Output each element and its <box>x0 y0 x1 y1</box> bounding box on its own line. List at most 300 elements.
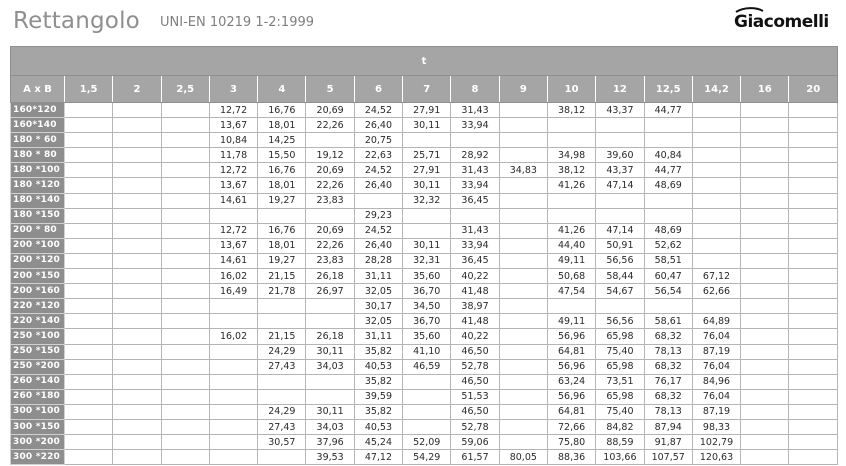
weight-cell: 31,43 <box>451 223 499 238</box>
weight-cell: 56,54 <box>644 284 692 299</box>
weight-cell: 43,37 <box>596 163 644 178</box>
weight-cell: 12,72 <box>209 223 257 238</box>
weight-cell <box>113 269 161 284</box>
weight-cell <box>161 208 209 223</box>
weight-cell: 87,94 <box>644 419 692 434</box>
weight-cell <box>113 450 161 465</box>
weight-cell: 34,50 <box>403 299 451 314</box>
weight-cell: 35,82 <box>354 404 402 419</box>
weight-cell <box>741 344 789 359</box>
row-size-label: 180 * 60 <box>11 133 65 148</box>
weight-cell: 39,59 <box>354 389 402 404</box>
weight-cell <box>161 178 209 193</box>
weight-cell: 56,96 <box>547 389 595 404</box>
weight-cell: 102,79 <box>692 435 740 450</box>
weight-cell <box>789 178 838 193</box>
row-size-label: 300 *220 <box>11 450 65 465</box>
thickness-column-header: 1,5 <box>65 76 113 103</box>
weight-cell <box>65 450 113 465</box>
weight-cell <box>65 389 113 404</box>
weight-cell <box>692 299 740 314</box>
weight-cell: 120,63 <box>692 450 740 465</box>
weight-cell: 46,50 <box>451 344 499 359</box>
weight-cell <box>789 118 838 133</box>
weight-cell <box>789 103 838 118</box>
weight-cell: 23,83 <box>306 193 354 208</box>
weight-cell: 21,15 <box>258 329 306 344</box>
weight-cell: 12,72 <box>209 163 257 178</box>
weight-cell: 35,82 <box>354 374 402 389</box>
weight-cell <box>741 389 789 404</box>
weight-cell <box>113 118 161 133</box>
weight-cell: 68,32 <box>644 389 692 404</box>
weight-cell: 54,67 <box>596 284 644 299</box>
weight-cell <box>741 253 789 268</box>
weight-cell: 47,14 <box>596 223 644 238</box>
weight-cell <box>65 193 113 208</box>
weight-cell <box>741 374 789 389</box>
standard-reference: UNI-EN 10219 1-2:1999 <box>160 15 315 30</box>
thickness-column-header: 2,5 <box>161 76 209 103</box>
row-size-label: 200 *160 <box>11 284 65 299</box>
weight-cell <box>789 404 838 419</box>
table-row <box>11 223 838 238</box>
weight-cell <box>789 163 838 178</box>
weight-cell: 91,87 <box>644 435 692 450</box>
weight-cell <box>741 359 789 374</box>
weight-cell <box>499 329 547 344</box>
weight-cell: 38,97 <box>451 299 499 314</box>
thickness-column-header: 5 <box>306 76 354 103</box>
weight-cell <box>741 238 789 253</box>
weight-cell <box>741 450 789 465</box>
weight-cell <box>644 118 692 133</box>
table-row <box>11 103 838 118</box>
weight-cell <box>499 419 547 434</box>
weight-cell <box>596 193 644 208</box>
weight-cell <box>789 299 838 314</box>
thickness-column-header: 20 <box>789 76 838 103</box>
row-size-label: 160*140 <box>11 118 65 133</box>
weight-cell: 46,50 <box>451 404 499 419</box>
weight-cell: 51,53 <box>451 389 499 404</box>
weight-cell: 30,11 <box>403 118 451 133</box>
giacomelli-logo <box>730 6 840 36</box>
weight-cell: 73,51 <box>596 374 644 389</box>
weight-cell <box>65 253 113 268</box>
weight-cell: 88,59 <box>596 435 644 450</box>
weight-cell <box>113 404 161 419</box>
weight-cell <box>161 344 209 359</box>
table-row <box>11 299 838 314</box>
weight-cell <box>741 284 789 299</box>
weight-cell: 76,04 <box>692 359 740 374</box>
weight-cell: 50,68 <box>547 269 595 284</box>
weight-cell <box>161 253 209 268</box>
weight-cell <box>596 299 644 314</box>
weight-cell <box>65 103 113 118</box>
weight-cell <box>789 193 838 208</box>
weight-cell: 78,13 <box>644 404 692 419</box>
weight-cell <box>258 299 306 314</box>
weight-cell <box>306 314 354 329</box>
weight-cell <box>65 284 113 299</box>
weight-cell <box>113 223 161 238</box>
weight-cell <box>65 238 113 253</box>
weight-cell: 26,40 <box>354 118 402 133</box>
weight-cell: 20,69 <box>306 163 354 178</box>
weight-cell: 34,83 <box>499 163 547 178</box>
weight-cell <box>306 299 354 314</box>
weight-cell <box>65 404 113 419</box>
weight-cell <box>741 148 789 163</box>
weight-cell: 50,91 <box>596 238 644 253</box>
weight-cell <box>789 238 838 253</box>
weight-cell: 56,96 <box>547 359 595 374</box>
weight-cell <box>113 193 161 208</box>
row-size-label: 250 *150 <box>11 344 65 359</box>
weight-cell: 22,63 <box>354 148 402 163</box>
weight-cell: 24,52 <box>354 103 402 118</box>
weight-cell: 48,69 <box>644 178 692 193</box>
weight-cell: 24,29 <box>258 404 306 419</box>
weight-cell <box>113 389 161 404</box>
weight-cell: 64,89 <box>692 314 740 329</box>
weight-cell <box>499 133 547 148</box>
table-body <box>11 103 838 465</box>
weight-cell <box>209 359 257 374</box>
row-size-label: 300 *200 <box>11 435 65 450</box>
weight-cell <box>65 269 113 284</box>
weight-cell <box>692 163 740 178</box>
weight-cell <box>499 208 547 223</box>
row-size-label: 300 *100 <box>11 404 65 419</box>
weight-cell <box>161 389 209 404</box>
thickness-column-header: 14,2 <box>692 76 740 103</box>
weight-cell <box>65 359 113 374</box>
weight-cell: 39,60 <box>596 148 644 163</box>
table-row <box>11 419 838 434</box>
weight-cell: 84,82 <box>596 419 644 434</box>
weight-cell: 16,49 <box>209 284 257 299</box>
weight-cell: 56,56 <box>596 314 644 329</box>
weight-cell: 32,05 <box>354 314 402 329</box>
weight-cell: 64,81 <box>547 404 595 419</box>
table-row <box>11 238 838 253</box>
weight-cell <box>789 223 838 238</box>
weight-cell: 28,28 <box>354 253 402 268</box>
weight-cell <box>499 118 547 133</box>
weight-cell <box>789 148 838 163</box>
weight-cell <box>741 208 789 223</box>
thickness-column-header: 4 <box>258 76 306 103</box>
weight-cell <box>403 223 451 238</box>
row-size-label: 180 *100 <box>11 163 65 178</box>
weight-cell: 27,91 <box>403 163 451 178</box>
table-row <box>11 133 838 148</box>
row-size-label: 260 *140 <box>11 374 65 389</box>
weight-cell <box>65 374 113 389</box>
weight-cell <box>499 253 547 268</box>
table-row <box>11 269 838 284</box>
weight-cell <box>65 419 113 434</box>
weight-cell <box>209 314 257 329</box>
weight-cell <box>113 314 161 329</box>
weight-cell: 87,19 <box>692 344 740 359</box>
table-row <box>11 118 838 133</box>
weight-cell: 52,62 <box>644 238 692 253</box>
weight-cell: 22,26 <box>306 118 354 133</box>
weight-cell: 58,44 <box>596 269 644 284</box>
weight-cell <box>692 118 740 133</box>
weight-cell <box>161 118 209 133</box>
weight-cell: 22,26 <box>306 238 354 253</box>
weight-cell <box>209 344 257 359</box>
weight-cell: 65,98 <box>596 329 644 344</box>
weight-cell: 38,12 <box>547 163 595 178</box>
weight-cell: 98,33 <box>692 419 740 434</box>
weight-cell: 40,84 <box>644 148 692 163</box>
weight-cell <box>161 404 209 419</box>
table-row <box>11 163 838 178</box>
row-size-label: 180 *120 <box>11 178 65 193</box>
weight-cell: 40,22 <box>451 329 499 344</box>
weight-cell <box>113 344 161 359</box>
weight-cell <box>161 450 209 465</box>
table-row <box>11 284 838 299</box>
weight-cell <box>789 208 838 223</box>
weight-cell: 33,94 <box>451 178 499 193</box>
weight-cell <box>113 133 161 148</box>
weight-cell <box>547 133 595 148</box>
thickness-column-header: 16 <box>741 76 789 103</box>
thickness-column-header: 3 <box>209 76 257 103</box>
weight-cell: 10,84 <box>209 133 257 148</box>
weight-cell <box>161 284 209 299</box>
weight-cell: 46,59 <box>403 359 451 374</box>
weight-cell <box>113 163 161 178</box>
svg-text:Giacomelli: Giacomelli <box>734 12 829 32</box>
weight-cell <box>306 389 354 404</box>
weight-cell: 29,23 <box>354 208 402 223</box>
weight-cell: 36,70 <box>403 284 451 299</box>
weight-cell <box>113 359 161 374</box>
weight-cell: 76,17 <box>644 374 692 389</box>
weight-cell: 13,67 <box>209 238 257 253</box>
weight-cell: 16,76 <box>258 103 306 118</box>
row-size-label: 200 *100 <box>11 238 65 253</box>
weight-cell: 31,11 <box>354 329 402 344</box>
thickness-column-header: 6 <box>354 76 402 103</box>
weight-cell <box>789 435 838 450</box>
weight-cell <box>209 404 257 419</box>
weight-cell <box>741 269 789 284</box>
weight-cell <box>209 374 257 389</box>
row-size-label: 220 *140 <box>11 314 65 329</box>
weight-cell <box>258 450 306 465</box>
weight-cell: 18,01 <box>258 238 306 253</box>
weight-cell: 14,61 <box>209 253 257 268</box>
weight-cell <box>451 133 499 148</box>
weight-cell <box>692 133 740 148</box>
weight-cell <box>499 103 547 118</box>
weight-cell: 58,51 <box>644 253 692 268</box>
weight-cell <box>547 208 595 223</box>
weight-cell <box>258 374 306 389</box>
weight-cell <box>403 389 451 404</box>
weight-cell <box>789 269 838 284</box>
weight-cell <box>209 435 257 450</box>
weight-cell: 39,53 <box>306 450 354 465</box>
weight-cell: 23,83 <box>306 253 354 268</box>
weight-cell <box>209 299 257 314</box>
weight-cell: 75,80 <box>547 435 595 450</box>
weight-cell <box>741 118 789 133</box>
thickness-column-header: 2 <box>113 76 161 103</box>
thickness-column-header: 10 <box>547 76 595 103</box>
weight-cell <box>161 133 209 148</box>
weight-cell <box>65 208 113 223</box>
weight-cell <box>547 299 595 314</box>
weight-cell <box>161 148 209 163</box>
weight-cell <box>692 238 740 253</box>
weight-cell <box>692 178 740 193</box>
weight-cell: 41,26 <box>547 178 595 193</box>
weight-cell <box>65 133 113 148</box>
weight-cell: 34,03 <box>306 419 354 434</box>
weight-cell <box>65 148 113 163</box>
row-size-label: 200 *150 <box>11 269 65 284</box>
thickness-header: t <box>11 47 838 76</box>
weight-cell: 34,03 <box>306 359 354 374</box>
weight-cell: 103,66 <box>596 450 644 465</box>
weight-cell <box>113 299 161 314</box>
row-size-label: 250 *200 <box>11 359 65 374</box>
weight-cell <box>161 103 209 118</box>
weight-cell <box>113 208 161 223</box>
table-row <box>11 178 838 193</box>
weight-cell <box>741 178 789 193</box>
weight-cell <box>65 329 113 344</box>
row-size-label: 200 *120 <box>11 253 65 268</box>
weight-cell <box>789 133 838 148</box>
table-row <box>11 435 838 450</box>
weight-cell: 32,32 <box>403 193 451 208</box>
weight-cell: 44,77 <box>644 103 692 118</box>
weight-cell <box>644 208 692 223</box>
weight-cell: 52,09 <box>403 435 451 450</box>
weight-cell: 35,82 <box>354 344 402 359</box>
thickness-column-header: 8 <box>451 76 499 103</box>
weight-cell: 38,12 <box>547 103 595 118</box>
weight-cell <box>161 329 209 344</box>
table-row <box>11 359 838 374</box>
weight-cell: 27,43 <box>258 359 306 374</box>
weight-cell: 35,60 <box>403 269 451 284</box>
thickness-column-header: 7 <box>403 76 451 103</box>
weight-cell: 63,24 <box>547 374 595 389</box>
weight-cell <box>789 314 838 329</box>
weight-cell <box>644 133 692 148</box>
weight-cell <box>499 238 547 253</box>
weight-cell <box>113 253 161 268</box>
weight-cell <box>499 299 547 314</box>
weight-cell: 41,48 <box>451 314 499 329</box>
row-size-label: 250 *100 <box>11 329 65 344</box>
weight-cell: 24,52 <box>354 163 402 178</box>
weight-cell: 31,11 <box>354 269 402 284</box>
weight-cell <box>596 133 644 148</box>
weight-cell: 27,43 <box>258 419 306 434</box>
weight-cell <box>741 223 789 238</box>
weight-cell: 41,26 <box>547 223 595 238</box>
weight-cell <box>306 208 354 223</box>
weight-cell <box>161 163 209 178</box>
weight-cell: 18,01 <box>258 178 306 193</box>
table-row <box>11 344 838 359</box>
weight-cell <box>209 450 257 465</box>
weight-cell <box>161 314 209 329</box>
row-size-label: 220 *120 <box>11 299 65 314</box>
thickness-column-header: 12,5 <box>644 76 692 103</box>
weight-cell <box>113 103 161 118</box>
weight-cell <box>499 344 547 359</box>
weight-cell <box>209 419 257 434</box>
row-size-label: 200 * 80 <box>11 223 65 238</box>
weight-cell <box>499 193 547 208</box>
weight-cell: 19,27 <box>258 193 306 208</box>
weight-cell <box>741 404 789 419</box>
weight-cell: 49,11 <box>547 253 595 268</box>
weight-cell: 30,57 <box>258 435 306 450</box>
weight-cell: 47,12 <box>354 450 402 465</box>
weight-cell <box>741 193 789 208</box>
weight-cell <box>258 314 306 329</box>
weight-cell: 16,02 <box>209 269 257 284</box>
weight-cell <box>161 193 209 208</box>
weight-cell <box>499 178 547 193</box>
weight-cell <box>547 193 595 208</box>
weight-cell <box>789 253 838 268</box>
weight-cell <box>403 133 451 148</box>
weight-cell: 31,43 <box>451 103 499 118</box>
page-header <box>10 6 840 40</box>
weight-cell: 34,98 <box>547 148 595 163</box>
weight-cell <box>65 223 113 238</box>
weight-cell <box>499 359 547 374</box>
weight-cell <box>403 404 451 419</box>
weight-cell <box>354 193 402 208</box>
weight-cell <box>499 269 547 284</box>
weight-cell: 40,22 <box>451 269 499 284</box>
weight-cell: 59,06 <box>451 435 499 450</box>
weight-cell: 11,78 <box>209 148 257 163</box>
weight-cell <box>596 118 644 133</box>
table-row <box>11 208 838 223</box>
weight-cell <box>113 178 161 193</box>
weight-cell <box>499 404 547 419</box>
weight-cell: 19,27 <box>258 253 306 268</box>
weight-cell: 21,15 <box>258 269 306 284</box>
weight-cell: 64,81 <box>547 344 595 359</box>
weight-cell <box>306 374 354 389</box>
weight-cell <box>161 269 209 284</box>
weight-cell: 52,78 <box>451 359 499 374</box>
weight-cell: 20,69 <box>306 223 354 238</box>
row-size-label: 260 *180 <box>11 389 65 404</box>
weight-cell: 32,31 <box>403 253 451 268</box>
weight-cell <box>113 284 161 299</box>
